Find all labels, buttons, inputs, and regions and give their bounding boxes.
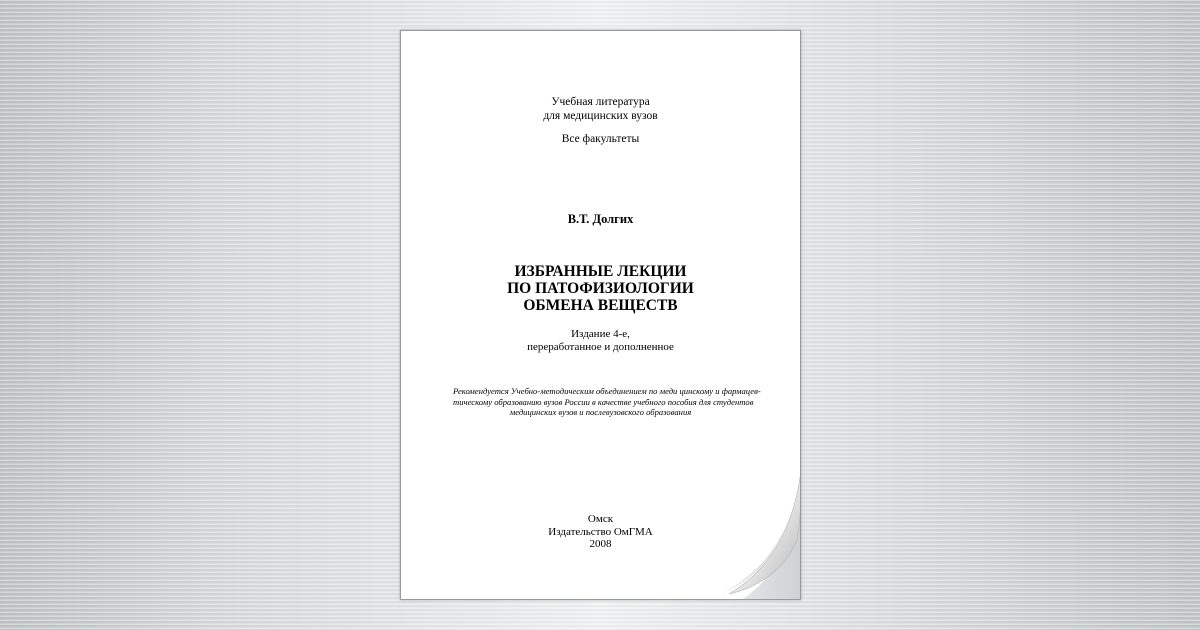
edition-line: Издание 4-е, (571, 328, 630, 340)
faculties-label: Все факультеты (561, 133, 640, 145)
edition-note (401, 328, 800, 354)
recommendation-line: тическому образованию вузов России в качестве учебного пособия для студентов (453, 396, 754, 407)
imprint-city: Омск (587, 513, 614, 525)
title-line: ОБМЕНА ВЕЩЕСТВ (523, 297, 678, 314)
author-name: В.Т. Долгих (567, 212, 634, 226)
document-title (401, 263, 800, 314)
title-line: ИЗБРАННЫЕ ЛЕКЦИИ (514, 263, 687, 280)
recommendation-text (453, 386, 761, 418)
recommendation-line: Рекомендуется Учебно-методическим объединением по меди цинскому и фармацев- (453, 386, 761, 396)
series-line: Учебная литература (551, 96, 650, 108)
recommendation-line: медицинских вузов и послевузовского образования (509, 407, 692, 417)
edition-line: переработанное и дополненное (527, 341, 674, 353)
imprint-year: 2008 (589, 538, 612, 550)
series-label (401, 95, 800, 123)
title-line: ПО ПАТОФИЗИОЛОГИИ (507, 280, 694, 297)
imprint-publisher: Издательство ОмГМА (548, 525, 653, 538)
series-line: для медицинских вузов (543, 110, 658, 122)
page-curl-icon (711, 470, 801, 600)
document-page (400, 30, 801, 600)
